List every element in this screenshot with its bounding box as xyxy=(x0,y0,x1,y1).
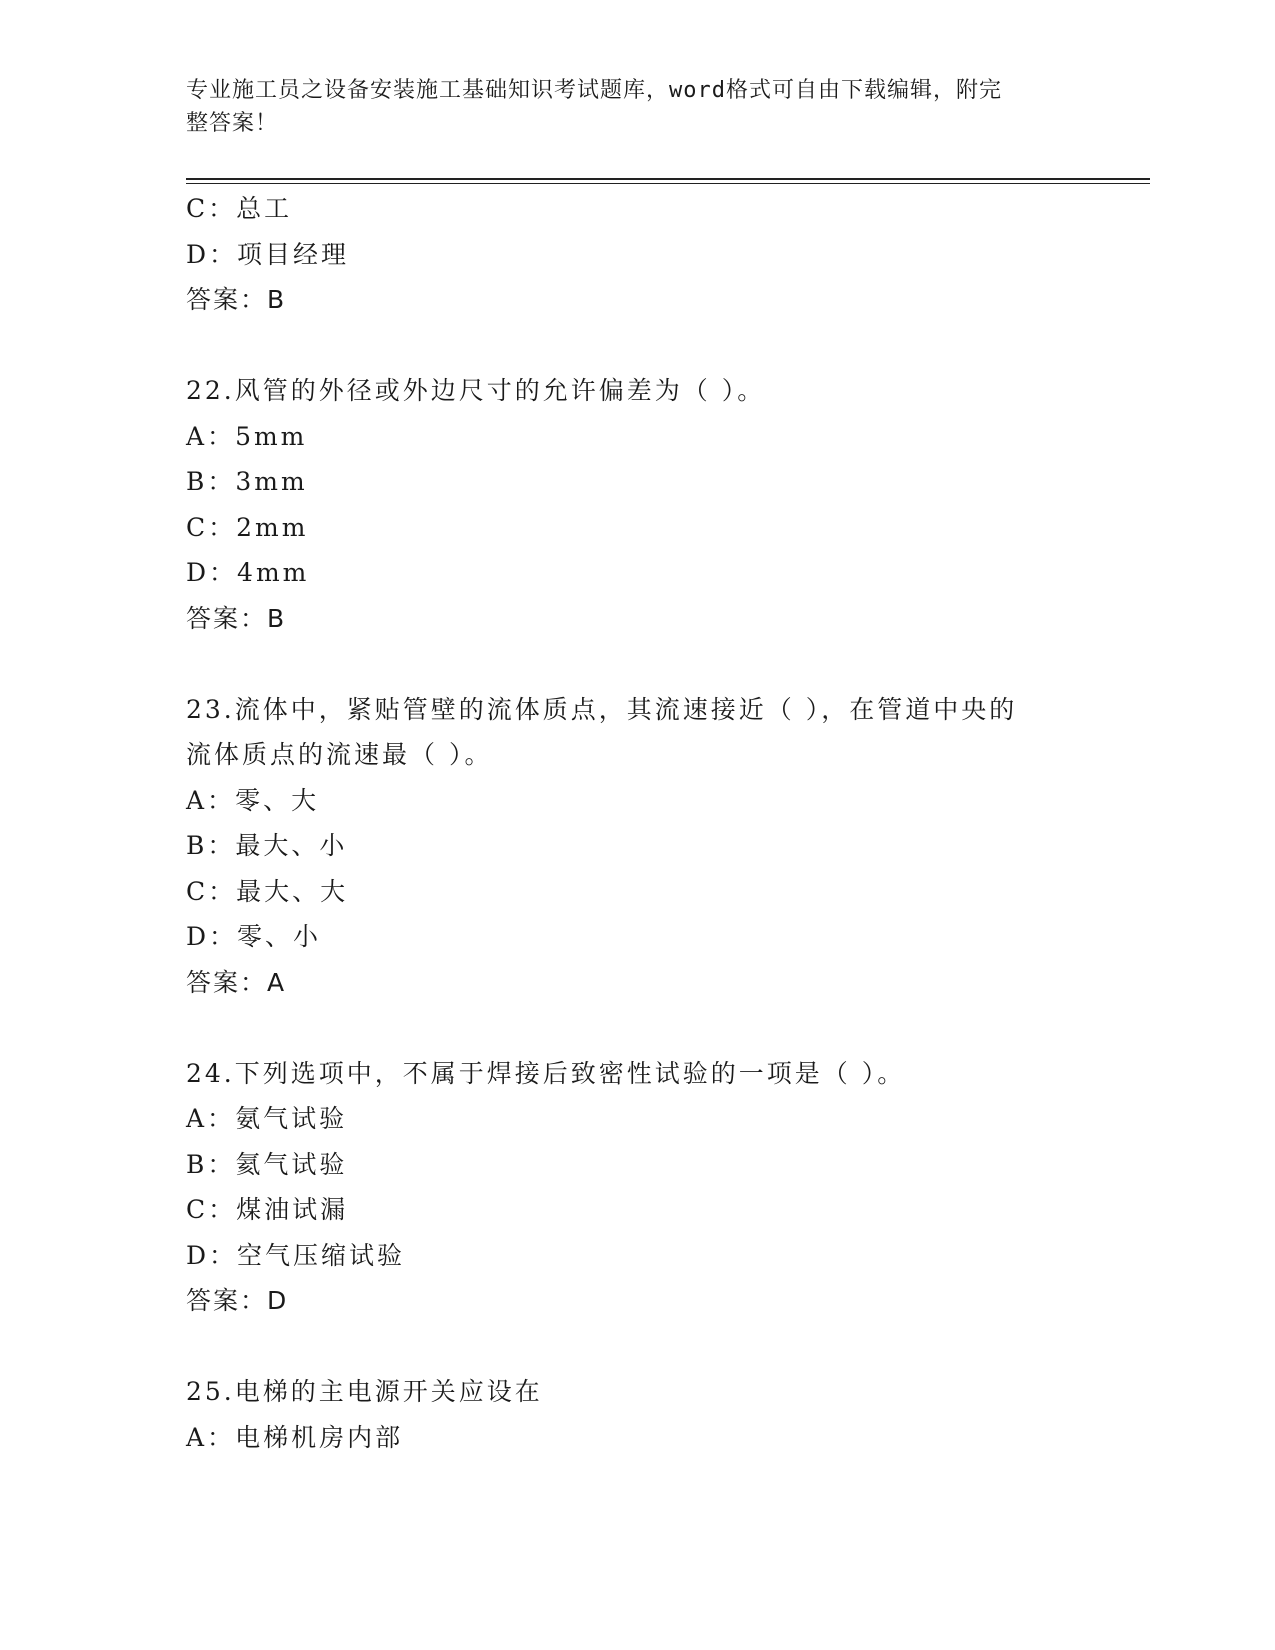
option-b: B：最大、小 xyxy=(186,831,348,860)
question-25 xyxy=(186,1369,1086,1460)
spacer xyxy=(186,323,1086,369)
option-c: C：最大、大 xyxy=(186,876,349,906)
spacer xyxy=(186,1005,1086,1051)
question-stem: 25.电梯的主电源开关应设在 xyxy=(186,1377,543,1406)
spacer xyxy=(186,1324,1086,1370)
option-c: C：总工 xyxy=(186,194,293,223)
option-a: A：电梯机房内部 xyxy=(186,1422,404,1452)
header-divider-thick xyxy=(186,178,1150,180)
header-divider-thin xyxy=(186,183,1150,184)
question-list xyxy=(186,186,1086,1460)
option-d: D：4mm xyxy=(186,558,310,587)
question-stem: 22.风管的外径或外边尺寸的允许偏差为（ ）。 xyxy=(186,376,766,405)
answer-line: 答案：B xyxy=(186,285,287,314)
document-header xyxy=(186,74,1066,140)
question-22 xyxy=(186,368,1086,641)
question-stem-continued: 流体质点的流速最（ ）。 xyxy=(186,740,493,769)
option-a: A：氨气试验 xyxy=(186,1104,348,1133)
option-d: D：项目经理 xyxy=(186,239,350,269)
header-intro-line-1: 专业施工员之设备安装施工基础知识考试题库，word格式可自由下载编辑，附完 xyxy=(186,78,1002,103)
option-a: A：5mm xyxy=(186,421,308,451)
option-a: A：零、大 xyxy=(186,785,320,815)
header-intro-line-2: 整答案！ xyxy=(186,111,279,136)
question-24 xyxy=(186,1051,1086,1324)
option-c: C：煤油试漏 xyxy=(186,1195,349,1224)
option-b: B：氦气试验 xyxy=(186,1149,348,1179)
option-b: B：3mm xyxy=(186,467,308,496)
question-23 xyxy=(186,687,1086,1006)
spacer xyxy=(186,641,1086,687)
question-stem: 23.流体中，紧贴管壁的流体质点，其流速接近（ ），在管道中央的 xyxy=(186,694,1018,724)
question-stem: 24.下列选项中，不属于焊接后致密性试验的一项是（ ）。 xyxy=(186,1058,906,1088)
answer-line: 答案：D xyxy=(186,1286,289,1315)
option-d: D：零、小 xyxy=(186,922,322,951)
answer-line: 答案：B xyxy=(186,603,287,633)
option-c: C：2mm xyxy=(186,512,309,542)
question-21-continued xyxy=(186,186,1086,323)
answer-line: 答案：A xyxy=(186,967,287,997)
option-d: D：空气压缩试验 xyxy=(186,1240,406,1270)
